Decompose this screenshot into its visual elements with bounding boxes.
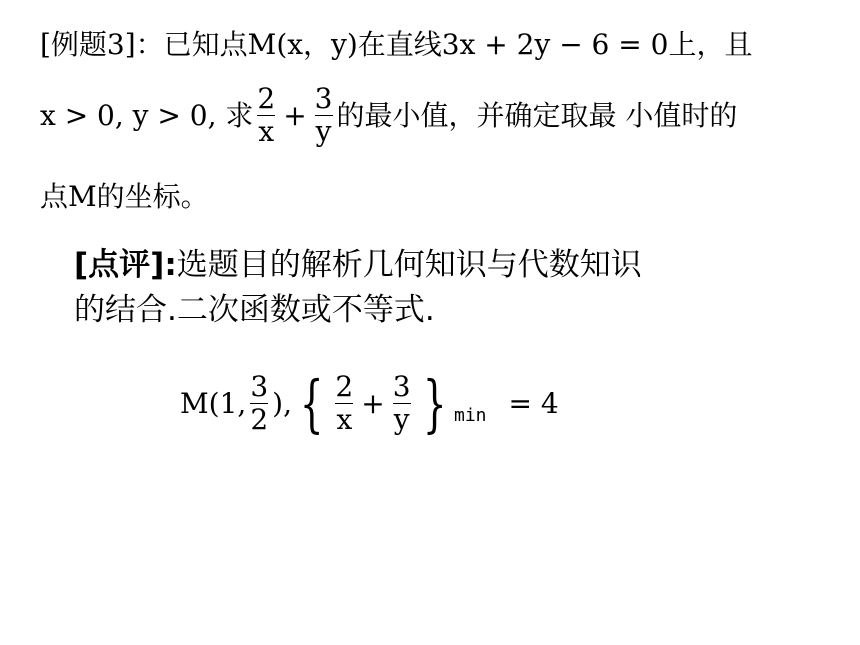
review-colon: :: [164, 247, 177, 283]
fraction-denominator: y: [315, 115, 332, 148]
answer-point-suffix: ),: [272, 386, 292, 420]
right-brace: }: [422, 366, 447, 440]
example-line-2-suffix: 的最小值，并确定取最 小值时的: [336, 98, 738, 132]
fraction-3-over-2: [250, 372, 268, 435]
answer-result: = 4: [508, 386, 559, 420]
fraction-3-over-y: [393, 372, 411, 435]
fraction-numerator: 3: [314, 82, 333, 115]
review-tag: [点评]: [74, 247, 165, 283]
answer-point-prefix: M(1,: [180, 386, 247, 420]
fraction-denominator: x: [336, 403, 353, 436]
answer-formula: [180, 366, 559, 440]
plus-sign: +: [283, 98, 307, 132]
left-brace: {: [299, 366, 324, 440]
fraction-2-over-x: [257, 84, 275, 147]
fraction-denominator: y: [393, 403, 410, 436]
plus-sign: +: [361, 386, 385, 420]
example-line-2: [40, 84, 737, 147]
fraction-numerator: 3: [250, 370, 269, 403]
fraction-numerator: 3: [392, 370, 411, 403]
example-line-2-prefix: x > 0, y > 0, 求: [40, 98, 254, 132]
fraction-denominator: 2: [250, 403, 269, 436]
review-text: 选题目的解析几何知识与代数知识: [176, 247, 642, 283]
example-line-1: [例题3]：已知点M(x，y)在直线3x + 2y − 6 = 0上，且: [40, 28, 753, 61]
review-line-2: 的结合.二次函数或不等式.: [74, 292, 435, 328]
fraction-denominator: x: [258, 115, 275, 148]
fraction-3-over-y: [315, 84, 333, 147]
min-subscript: min: [454, 405, 487, 426]
fraction-numerator: 2: [335, 370, 354, 403]
fraction-numerator: 2: [257, 82, 276, 115]
fraction-2-over-x: [335, 372, 353, 435]
example-line-3: 点M的坐标。: [40, 180, 209, 213]
review-line-1: [74, 245, 642, 285]
